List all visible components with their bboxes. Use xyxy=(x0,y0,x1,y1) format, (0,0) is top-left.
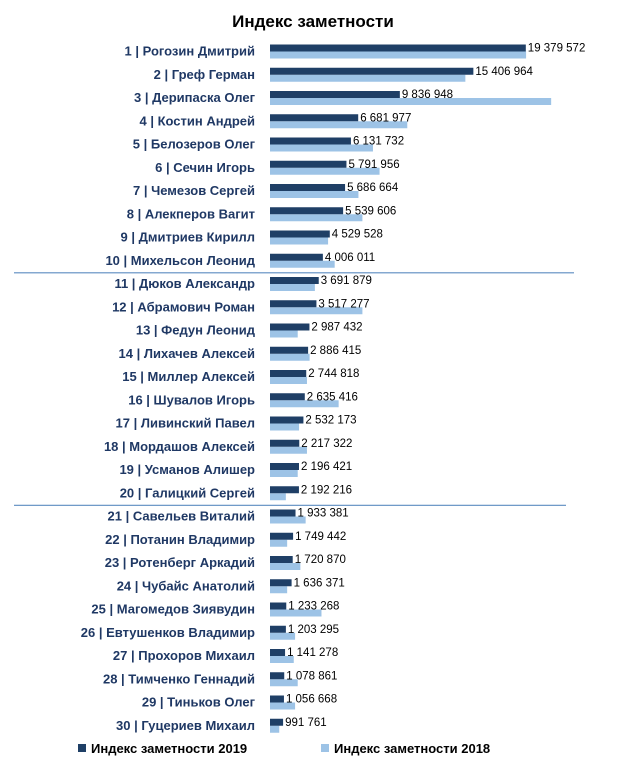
bar-2018 xyxy=(270,238,328,245)
bar-2019 xyxy=(270,556,293,563)
bar-2018 xyxy=(270,52,526,59)
category-label: 25 | Магомедов Зиявудин xyxy=(91,601,255,617)
bar-2019 xyxy=(270,463,299,470)
category-label: 14 | Лихачев Алексей xyxy=(118,345,255,361)
data-label-2019: 4 529 528 xyxy=(331,228,383,241)
category-label: 17 | Ливинский Павел xyxy=(115,415,255,431)
category-label: 8 | Алекперов Вагит xyxy=(126,206,255,222)
category-label: 16 | Шувалов Игорь xyxy=(128,392,255,408)
category-label: 28 | Тимченко Геннадий xyxy=(102,671,255,687)
bar-2018 xyxy=(270,424,299,431)
data-label-2019: 2 987 432 xyxy=(311,321,363,334)
category-label: 7 | Чемезов Сергей xyxy=(132,183,255,198)
bar-2019 xyxy=(270,603,286,610)
category-label: 1 | Рогозин Дмитрий xyxy=(124,43,255,59)
category-label: 13 | Федун Леонид xyxy=(135,322,255,338)
bar-2019 xyxy=(270,161,346,168)
bar-2018 xyxy=(270,493,286,500)
bar-2019 xyxy=(270,91,400,98)
category-label: 27 | Прохоров Михаил xyxy=(112,648,255,663)
category-label: 3 | Дерипаска Олег xyxy=(133,90,255,105)
bar-2018 xyxy=(270,540,287,547)
bar-2019 xyxy=(270,649,285,656)
data-label-2019: 991 761 xyxy=(285,716,327,729)
category-label: 20 | Галицкий Сергей xyxy=(119,485,255,501)
bar-2019 xyxy=(270,68,473,75)
legend-swatch-2019 xyxy=(78,744,86,752)
data-label-2019: 5 791 956 xyxy=(348,158,400,171)
category-label: 19 | Усманов Алишер xyxy=(119,462,255,477)
category-label: 15 | Миллер Алексей xyxy=(122,369,255,384)
chart-title: Индекс заметности xyxy=(232,12,394,31)
bar-2019 xyxy=(270,579,292,586)
bar-2019 xyxy=(270,138,351,145)
legend xyxy=(78,741,490,756)
bar-2019 xyxy=(270,393,305,400)
bar-2019 xyxy=(270,45,526,52)
category-label: 22 | Потанин Владимир xyxy=(105,531,255,547)
category-label: 29 | Тиньков Олег xyxy=(141,694,255,710)
data-label-2019: 1 078 861 xyxy=(286,670,338,683)
category-label: 2 | Греф Герман xyxy=(153,66,255,82)
data-label-2019: 2 886 415 xyxy=(310,344,362,357)
bar-2019 xyxy=(270,510,296,517)
data-label-2019: 9 836 948 xyxy=(401,89,454,101)
bar-2019 xyxy=(270,533,293,540)
bar-2019 xyxy=(270,184,345,191)
legend-swatch-2018 xyxy=(321,744,329,752)
category-label: 9 | Дмитриев Кирилл xyxy=(120,229,255,245)
bar-2019 xyxy=(270,207,343,214)
bar-2018 xyxy=(270,191,358,198)
category-labels xyxy=(81,44,256,733)
bar-2018 xyxy=(270,377,307,384)
bar-2019 xyxy=(270,300,316,307)
category-label: 21 | Савельев Виталий xyxy=(107,508,255,524)
data-label-2019: 3 691 879 xyxy=(320,275,372,287)
category-label: 23 | Ротенберг Аркадий xyxy=(104,555,255,570)
data-label-2019: 2 532 173 xyxy=(305,414,357,427)
bar-2019 xyxy=(270,417,303,424)
category-label: 12 | Абрамович Роман xyxy=(112,299,255,315)
category-label: 4 | Костин Андрей xyxy=(139,113,255,129)
bar-2019 xyxy=(270,672,284,679)
data-label-2019: 1 749 442 xyxy=(295,530,347,543)
legend-label-2019: Индекс заметности 2019 xyxy=(91,741,248,756)
data-label-2019: 15 406 964 xyxy=(475,65,533,78)
bar-2018 xyxy=(270,331,298,338)
bar-2019 xyxy=(270,231,330,238)
category-label: 10 | Михельсон Леонид xyxy=(105,252,255,268)
bar-2018 xyxy=(270,284,315,291)
data-label-2019: 5 539 606 xyxy=(345,205,397,218)
category-label: 24 | Чубайс Анатолий xyxy=(116,578,255,594)
bar-2018 xyxy=(270,586,287,593)
data-label-2019: 2 217 322 xyxy=(301,437,353,450)
bar-2019 xyxy=(270,114,358,121)
bar-2019 xyxy=(270,324,309,331)
bar-2019 xyxy=(270,486,299,493)
bar-2019 xyxy=(270,370,306,377)
bar-2019 xyxy=(270,696,284,703)
data-label-2019: 1 636 371 xyxy=(293,577,345,590)
bar-2019 xyxy=(270,277,319,284)
data-label-2019: 5 686 664 xyxy=(347,182,399,194)
bar-2019 xyxy=(270,440,299,447)
category-label: 11 | Дюков Александр xyxy=(114,276,255,291)
data-label-2019: 1 720 870 xyxy=(294,554,346,566)
category-label: 5 | Белозеров Олег xyxy=(132,136,255,152)
data-label-2019: 1 933 381 xyxy=(297,507,349,520)
data-label-2019: 6 131 732 xyxy=(352,135,405,148)
data-label-2019: 4 006 011 xyxy=(324,251,376,264)
bar-2018 xyxy=(270,470,298,477)
category-label: 26 | Евтушенков Владимир xyxy=(80,624,255,640)
bar-2019 xyxy=(270,347,308,354)
legend-label-2018: Индекс заметности 2018 xyxy=(334,741,491,756)
bar-2019 xyxy=(270,254,323,261)
category-label: 30 | Гуцериев Михаил xyxy=(116,717,255,733)
data-label-2019: 19 379 572 xyxy=(527,42,586,55)
bar-2019 xyxy=(270,626,286,633)
data-label-2019: 2 192 216 xyxy=(300,484,353,497)
data-label-2019: 2 744 818 xyxy=(308,368,360,380)
data-label-2019: 2 635 416 xyxy=(306,391,358,404)
data-label-2019: 1 141 278 xyxy=(287,647,339,659)
bar-2018 xyxy=(270,726,279,733)
data-label-2019: 1 203 295 xyxy=(287,623,340,636)
bar-2019 xyxy=(270,719,283,726)
data-label-2019: 1 056 668 xyxy=(285,693,338,706)
category-label: 18 | Мордашов Алексей xyxy=(103,438,255,454)
data-label-2019: 3 517 277 xyxy=(318,298,370,311)
category-label: 6 | Сечин Игорь xyxy=(155,159,255,175)
bar-2018 xyxy=(270,75,465,82)
bar-2018 xyxy=(270,354,310,361)
data-label-2019: 1 233 268 xyxy=(288,600,340,613)
data-label-2019: 6 681 977 xyxy=(360,112,412,125)
data-label-2019: 2 196 421 xyxy=(300,461,353,473)
